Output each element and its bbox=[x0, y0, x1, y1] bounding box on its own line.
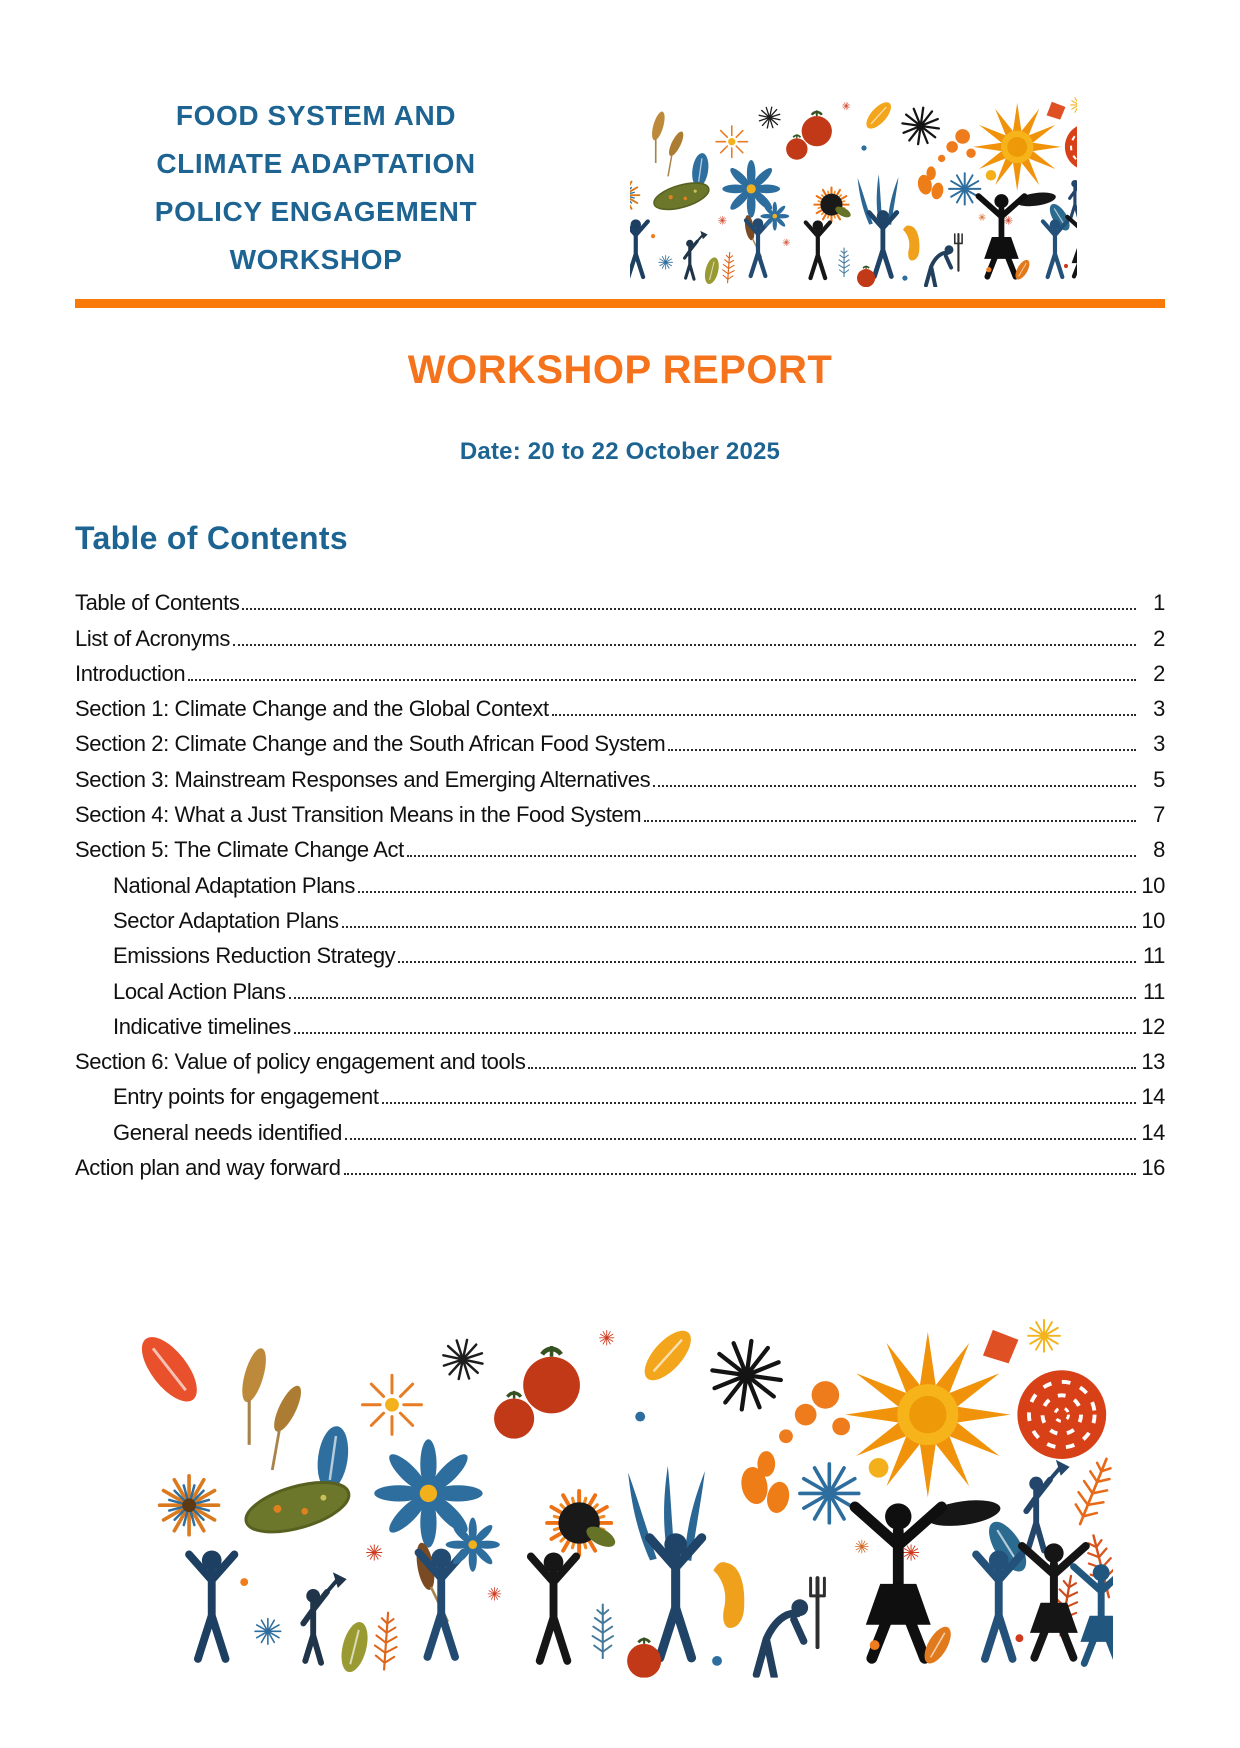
toc-entry-label: General needs identified bbox=[113, 1119, 342, 1145]
toc-entry[interactable] bbox=[75, 1043, 1165, 1078]
toc-entry-label: Section 4: What a Just Transition Means in the Food System bbox=[75, 802, 642, 828]
report-title-line: CLIMATE ADAPTATION bbox=[156, 148, 476, 179]
toc-dot-leader bbox=[653, 785, 1136, 787]
report-title-line: POLICY ENGAGEMENT bbox=[154, 196, 478, 227]
toc-entry-page: 14 bbox=[1141, 1084, 1165, 1110]
toc-entry[interactable] bbox=[75, 866, 1165, 901]
toc-entry-label: National Adaptation Plans bbox=[113, 872, 355, 898]
toc-dot-leader bbox=[342, 926, 1136, 928]
toc-dot-leader bbox=[242, 608, 1136, 610]
report-title-line: WORKSHOP bbox=[229, 244, 403, 275]
toc-entry-label: Entry points for engagement bbox=[113, 1084, 379, 1110]
toc-entry[interactable] bbox=[75, 619, 1165, 654]
toc-entry-label: Section 6: Value of policy engagement and tools bbox=[75, 1049, 526, 1075]
toc-entry[interactable] bbox=[75, 655, 1165, 690]
toc-entry[interactable] bbox=[75, 796, 1165, 831]
toc-dot-leader bbox=[345, 1138, 1136, 1140]
toc-entry-label: List of Acronyms bbox=[75, 625, 230, 651]
toc-entry-page: 5 bbox=[1153, 766, 1165, 792]
toc-dot-leader bbox=[552, 714, 1136, 716]
toc-dot-leader bbox=[668, 749, 1136, 751]
report-heading: WORKSHOP REPORT bbox=[407, 348, 833, 392]
toc-entry-label: Emissions Reduction Strategy bbox=[113, 943, 396, 969]
toc-entry-page: 1 bbox=[1153, 590, 1165, 616]
toc-entry-page: 11 bbox=[1142, 943, 1165, 969]
toc-dot-leader bbox=[407, 855, 1136, 857]
toc-entry-label: Section 2: Climate Change and the South African Food System bbox=[75, 731, 666, 757]
toc-dot-leader bbox=[294, 1032, 1136, 1034]
toc-entry[interactable] bbox=[75, 1078, 1165, 1113]
toc-dot-leader bbox=[188, 679, 1136, 681]
toc-entry-page: 3 bbox=[1153, 731, 1165, 757]
folk-art-illustration-bottom bbox=[128, 1298, 1113, 1678]
toc-entry-label: Table of Contents bbox=[75, 590, 240, 616]
toc-entry-page: 10 bbox=[1141, 872, 1165, 898]
report-title bbox=[75, 92, 557, 284]
toc-entry[interactable] bbox=[75, 1149, 1165, 1184]
toc-dot-leader bbox=[344, 1173, 1136, 1175]
toc-dot-leader bbox=[528, 1067, 1136, 1069]
toc-entry-label: Section 5: The Climate Change Act bbox=[75, 837, 404, 863]
toc-dot-leader bbox=[233, 644, 1136, 646]
toc-entry[interactable] bbox=[75, 725, 1165, 760]
report-date: Date: 20 to 22 October 2025 bbox=[459, 438, 781, 465]
toc-entry[interactable] bbox=[75, 972, 1165, 1007]
toc-entry-page: 3 bbox=[1153, 696, 1165, 722]
toc-entry-page: 14 bbox=[1141, 1119, 1165, 1145]
folk-art-illustration-top bbox=[630, 85, 1077, 287]
toc-entry[interactable] bbox=[75, 831, 1165, 866]
toc-entry-page: 13 bbox=[1141, 1049, 1165, 1075]
toc-entry-page: 10 bbox=[1141, 907, 1165, 933]
toc-entry-page: 11 bbox=[1142, 978, 1165, 1004]
toc-entry-label: Introduction bbox=[75, 660, 186, 686]
toc-entry-label: Sector Adaptation Plans bbox=[113, 907, 339, 933]
divider-rule bbox=[75, 299, 1165, 308]
toc-entry-page: 2 bbox=[1153, 625, 1165, 651]
toc-dot-leader bbox=[644, 820, 1136, 822]
report-title-line: FOOD SYSTEM AND bbox=[175, 100, 457, 131]
toc-entry-page: 2 bbox=[1153, 660, 1165, 686]
toc-heading: Table of Contents bbox=[75, 520, 348, 556]
toc-entry-label: Action plan and way forward bbox=[75, 1155, 341, 1181]
toc-dot-leader bbox=[398, 961, 1136, 963]
toc-dot-leader bbox=[289, 997, 1136, 999]
toc-entry-label: Local Action Plans bbox=[113, 978, 286, 1004]
toc-entry-label: Section 1: Climate Change and the Global Context bbox=[75, 696, 549, 722]
toc-entry[interactable] bbox=[75, 902, 1165, 937]
toc-entry[interactable] bbox=[75, 937, 1165, 972]
toc-entry-page: 16 bbox=[1141, 1155, 1165, 1181]
toc-list bbox=[75, 584, 1165, 1184]
toc-entry-page: 8 bbox=[1153, 837, 1165, 863]
toc-entry[interactable] bbox=[75, 690, 1165, 725]
toc-entry-label: Section 3: Mainstream Responses and Emerging Alternatives bbox=[75, 766, 651, 792]
toc-dot-leader bbox=[382, 1102, 1136, 1104]
toc-dot-leader bbox=[358, 891, 1136, 893]
toc-entry[interactable] bbox=[75, 584, 1165, 619]
toc-entry[interactable] bbox=[75, 1008, 1165, 1043]
toc-entry[interactable] bbox=[75, 1113, 1165, 1148]
toc-entry-label: Indicative timelines bbox=[113, 1013, 291, 1039]
toc-entry-page: 12 bbox=[1141, 1013, 1165, 1039]
toc-entry-page: 7 bbox=[1153, 802, 1165, 828]
toc-entry[interactable] bbox=[75, 760, 1165, 795]
